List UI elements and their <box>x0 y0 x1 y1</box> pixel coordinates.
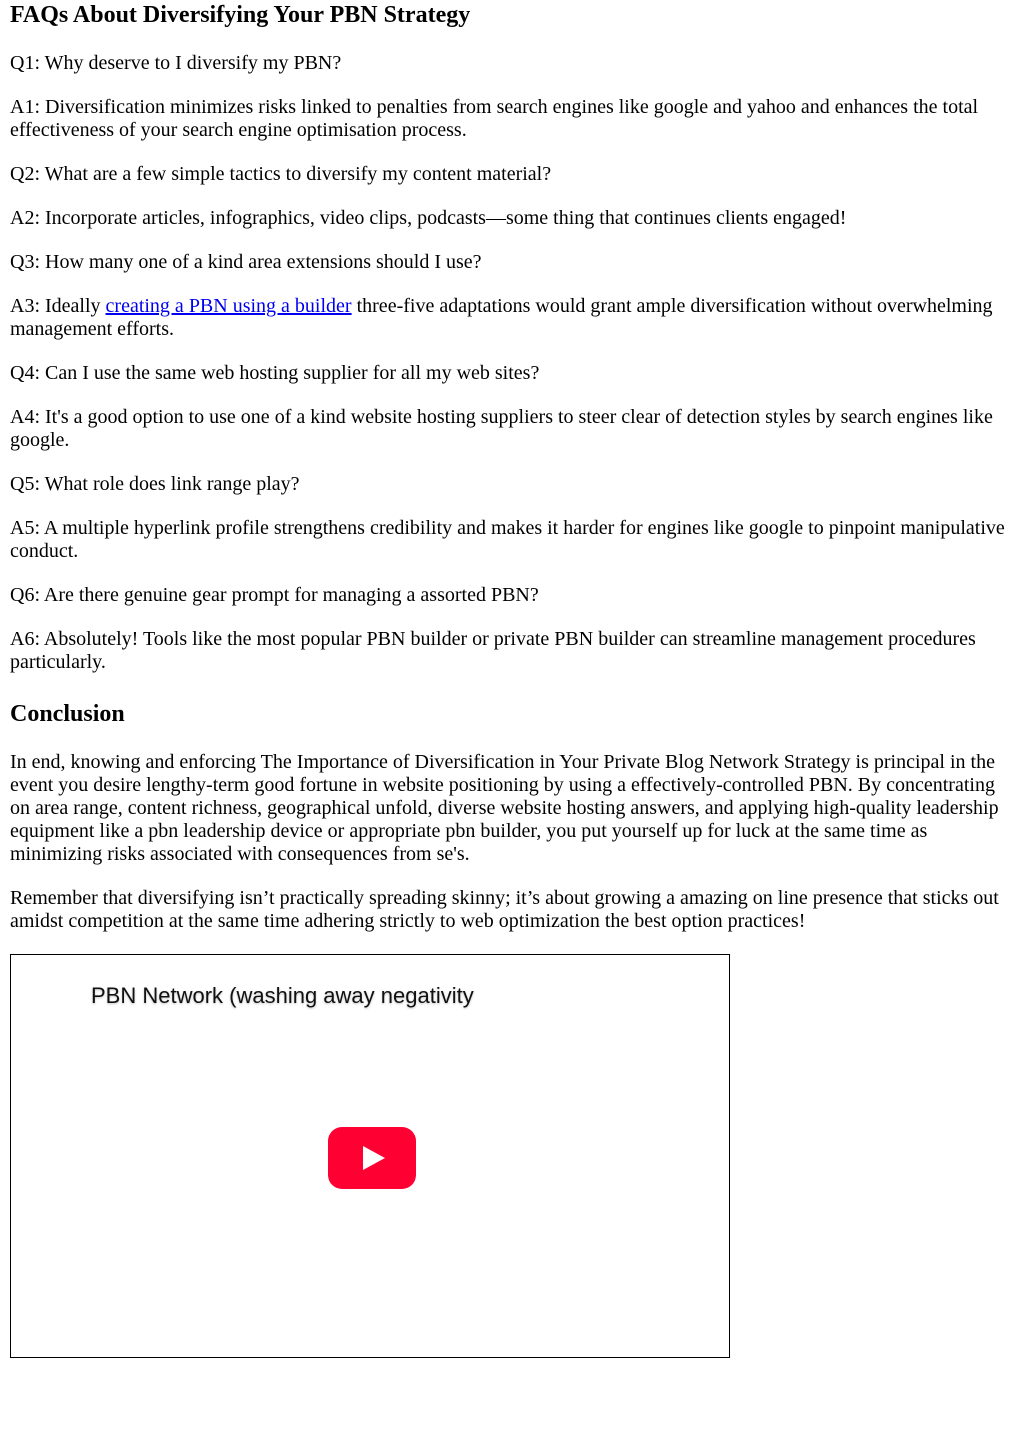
youtube-play-icon <box>328 1127 416 1189</box>
video-embed[interactable] <box>10 954 730 1358</box>
youtube-play-button[interactable] <box>328 1127 416 1189</box>
video-title[interactable]: PBN Network (washing away negativity <box>91 983 474 1008</box>
builder-link[interactable]: creating a PBN using a builder <box>105 295 352 317</box>
conclusion-heading: Conclusion <box>10 701 125 727</box>
faq-question-5: Q5: What role does link range play? <box>10 473 300 495</box>
faq-answer-6: A6: Absolutely! Tools like the most popular PBN builder or private PBN builder can streamline management procedures particularly. <box>10 628 976 673</box>
faq-answer-3 <box>10 295 1014 341</box>
faq-answer-3-suffix: three-five adaptations would grant ample diversification without overwhelming management efforts. <box>10 295 993 340</box>
faq-heading: FAQs About Diversifying Your PBN Strategy <box>10 2 471 28</box>
faq-answer-2: A2: Incorporate articles, infographics, video clips, podcasts—some thing that continues clients engaged! <box>10 207 847 229</box>
faq-question-4: Q4: Can I use the same web hosting supplier for all my web sites? <box>10 362 540 384</box>
faq-answer-5: A5: A multiple hyperlink profile strengthens credibility and makes it harder for engines like google to pinpoint manipulative conduct. <box>10 517 1005 562</box>
faq-answer-1: A1: Diversification minimizes risks linked to penalties from search engines like google and yahoo and enhances the total effectiveness of your search engine optimisation process. <box>10 96 979 141</box>
conclusion-paragraph-2: Remember that diversifying isn’t practically spreading skinny; it’s about growing a amazing on line presence that sticks out amidst competition at the same time adhering strictly to web optimization the best option practices! <box>10 887 999 932</box>
faq-question-2: Q2: What are a few simple tactics to diversify my content material? <box>10 163 552 185</box>
faq-question-3: Q3: How many one of a kind area extensions should I use? <box>10 251 482 273</box>
faq-answer-4: A4: It's a good option to use one of a kind website hosting suppliers to steer clear of detection styles by search engines like google. <box>10 406 993 451</box>
faq-question-6: Q6: Are there genuine gear prompt for managing a assorted PBN? <box>10 584 539 606</box>
faq-question-1: Q1: Why deserve to I diversify my PBN? <box>10 52 342 74</box>
faq-answer-3-prefix: A3: Ideally <box>10 295 106 317</box>
conclusion-paragraph-1: In end, knowing and enforcing The Importance of Diversification in Your Private Blog Network Strategy is principal in the event you desire lengthy-term good fortune in website positioning by using a effectively-controlled PBN. By concentrating on area range, content richness, geographical unfold, diverse website hosting answers, and applying high-quality leadership equipment like a pbn leadership device or appropriate pbn builder, you put yourself up for luck at the same time as minimizing risks associated with consequences from se's. <box>10 751 999 865</box>
